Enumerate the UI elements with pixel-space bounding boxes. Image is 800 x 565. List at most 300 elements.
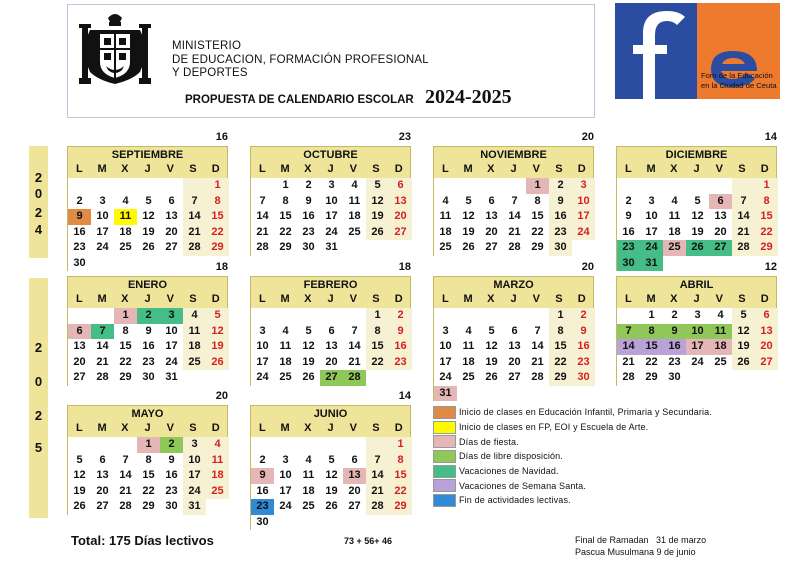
day-cell: 6 (328, 324, 335, 337)
day-cell: 12 (485, 340, 498, 352)
legend-item (433, 493, 763, 508)
day-cell: 13 (343, 468, 366, 484)
month-lective-days: 23 (398, 131, 411, 143)
weekday-label: D (760, 163, 769, 175)
day-cell: 31 (165, 371, 178, 383)
day-cell: 1 (206, 178, 229, 194)
day-cell: 1 (282, 179, 289, 191)
day-cell: 13 (73, 340, 86, 352)
weekday-label: L (258, 422, 266, 434)
empty-day-cell (732, 178, 755, 194)
legend-label: Inicio de clases en FP, EOI y Escuela de Arte. (459, 422, 649, 433)
day-cell: 28 (508, 241, 521, 253)
day-cell: 6 (68, 324, 91, 340)
weekday-header-row (68, 291, 227, 307)
year-digit: 2 (34, 340, 43, 355)
weekday-label: M (463, 293, 473, 305)
day-cell: 14 (531, 340, 544, 352)
day-cell: 26 (732, 355, 755, 371)
day-cell: 7 (366, 453, 389, 469)
day-cell: 9 (145, 324, 152, 337)
month-name: ENERO (127, 279, 168, 291)
day-cell: 10 (183, 453, 206, 469)
day-cell: 21 (96, 355, 109, 368)
weekday-label: V (715, 163, 723, 175)
day-cell: 21 (366, 484, 389, 500)
day-cell: 3 (442, 324, 449, 337)
day-cell: 2 (572, 308, 595, 324)
day-cell: 11 (114, 209, 137, 225)
weekday-label: S (372, 293, 380, 305)
empty-day-cell (480, 178, 503, 194)
day-cell: 21 (256, 225, 269, 238)
day-cell: 3 (572, 178, 595, 194)
day-cell: 6 (168, 194, 175, 207)
day-cell: 22 (389, 484, 412, 500)
day-cell: 7 (183, 194, 206, 210)
day-cell: 5 (328, 453, 335, 466)
weekday-label: V (715, 293, 723, 305)
day-cell: 12 (366, 194, 389, 210)
day-cell: 24 (183, 484, 206, 500)
day-cell: 19 (366, 209, 389, 225)
legend-item (433, 449, 763, 464)
day-cell: 27 (320, 370, 343, 386)
day-cell: 10 (96, 210, 109, 222)
weekday-label: J (327, 163, 334, 175)
month-febrero (250, 261, 411, 386)
weekday-label: X (487, 163, 495, 175)
day-cell: 15 (279, 210, 292, 222)
weekday-label: D (211, 163, 220, 175)
day-cell: 10 (279, 469, 292, 481)
year-sidebar-2025 (29, 278, 48, 518)
day-cell: 1 (389, 437, 412, 453)
day-cell: 13 (96, 469, 109, 481)
day-cell: 17 (645, 225, 658, 238)
day-cell: 24 (325, 225, 338, 238)
day-cell: 1 (137, 437, 160, 453)
day-cell: 21 (508, 225, 521, 238)
day-cell: 13 (165, 210, 178, 222)
day-cell: 9 (663, 324, 686, 340)
weekday-label: L (258, 163, 266, 175)
day-cell: 21 (119, 484, 132, 497)
ramadan-note: Final de Ramadan 31 de marzo (575, 535, 707, 545)
day-cell: 17 (256, 355, 269, 368)
ministry-name (172, 40, 429, 81)
empty-day-cell (343, 308, 366, 324)
empty-day-cell (183, 178, 206, 194)
legend-swatch (433, 406, 456, 419)
day-cell: 2 (137, 308, 160, 324)
day-cell: 28 (119, 500, 132, 512)
day-cell: 10 (645, 210, 658, 222)
weekday-label: S (372, 422, 380, 434)
year-digit: 5 (34, 440, 43, 455)
day-cell: 15 (142, 469, 155, 481)
day-cell: 21 (348, 355, 361, 368)
weekday-label: J (693, 163, 700, 175)
day-cell: 27 (348, 500, 361, 512)
day-cell: 7 (617, 324, 640, 340)
weekday-label: L (75, 163, 83, 175)
day-cell: 29 (645, 371, 658, 383)
empty-day-cell (251, 308, 274, 324)
day-cell: 1 (526, 178, 549, 194)
day-cell: 8 (755, 194, 778, 210)
day-cell: 5 (305, 324, 312, 337)
day-cell: 26 (142, 241, 155, 253)
day-cell: 21 (183, 225, 206, 241)
weekday-label: S (738, 163, 746, 175)
day-cell: 27 (485, 241, 498, 253)
day-cell: 13 (508, 340, 521, 352)
month-lective-days: 18 (215, 261, 228, 273)
day-cell: 24 (279, 500, 292, 512)
day-cell: 15 (549, 339, 572, 355)
day-cell: 19 (206, 339, 229, 355)
year-digit: 0 (34, 186, 43, 201)
day-cell: 17 (279, 484, 292, 497)
empty-day-cell (251, 178, 274, 194)
day-cell: 5 (206, 308, 229, 324)
day-cell: 28 (343, 370, 366, 386)
day-cell: 16 (549, 209, 572, 225)
day-cell: 3 (99, 194, 106, 207)
weekday-label: J (693, 293, 700, 305)
day-cell: 6 (755, 308, 778, 324)
weekday-label: S (738, 293, 746, 305)
day-cell: 22 (206, 225, 229, 241)
empty-day-cell (68, 308, 91, 324)
day-cell: 23 (142, 355, 155, 368)
day-cell: 26 (462, 241, 475, 253)
empty-day-cell (526, 308, 549, 324)
month-diciembre (616, 131, 777, 271)
weekday-label: S (372, 163, 380, 175)
day-cell: 30 (549, 240, 572, 256)
day-cell: 26 (686, 240, 709, 256)
day-cell: 4 (122, 194, 129, 207)
legend-swatch (433, 450, 456, 463)
days-grid (67, 178, 228, 271)
weekday-label: S (555, 163, 563, 175)
day-cell: 18 (348, 210, 361, 222)
day-cell: 3 (648, 194, 655, 207)
weekday-label: J (510, 293, 517, 305)
day-cell: 28 (622, 371, 635, 383)
legend-item (433, 464, 763, 479)
day-cell: 2 (389, 308, 412, 324)
day-cell: 7 (534, 324, 541, 337)
day-cell: 16 (165, 469, 178, 481)
day-cell: 5 (732, 308, 755, 324)
weekday-header-row (251, 420, 410, 436)
weekday-label: X (670, 293, 678, 305)
day-cell: 30 (73, 256, 86, 269)
weekday-label: X (304, 422, 312, 434)
day-cell: 18 (302, 484, 315, 497)
empty-day-cell (686, 178, 709, 194)
day-cell: 18 (668, 225, 681, 238)
empty-day-cell (617, 178, 640, 194)
day-cell: 17 (686, 339, 709, 355)
empty-day-cell (137, 178, 160, 194)
day-cell: 6 (488, 194, 495, 207)
day-cell: 15 (531, 210, 544, 222)
day-cell: 30 (165, 500, 178, 512)
weekday-header-row (68, 420, 227, 436)
empty-day-cell (457, 178, 480, 194)
day-cell: 1 (648, 309, 655, 321)
day-cell: 19 (732, 339, 755, 355)
month-mayo (67, 390, 228, 515)
weekday-header-row (434, 291, 593, 307)
empty-day-cell (434, 178, 457, 194)
day-cell: 16 (256, 484, 269, 497)
day-cell: 25 (279, 371, 292, 383)
day-cell: 16 (663, 339, 686, 355)
legend-item (433, 405, 763, 420)
day-cell: 29 (206, 240, 229, 256)
day-cell: 29 (119, 371, 132, 383)
day-cell: 16 (389, 339, 412, 355)
day-cell: 12 (732, 324, 755, 340)
day-cell: 17 (96, 225, 109, 238)
day-cell: 16 (302, 210, 315, 222)
weekday-label: D (394, 163, 403, 175)
day-cell: 12 (73, 469, 86, 481)
day-cell: 29 (755, 240, 778, 256)
day-cell: 14 (508, 210, 521, 222)
day-cell: 20 (389, 209, 412, 225)
days-grid (433, 178, 594, 256)
legend-item (433, 420, 763, 435)
day-cell: 20 (714, 225, 727, 238)
day-cell: 27 (709, 240, 732, 256)
day-cell: 31 (325, 241, 338, 253)
month-header (67, 405, 228, 437)
day-cell: 1 (549, 308, 572, 324)
day-cell: 6 (99, 453, 106, 466)
weekday-header-row (68, 161, 227, 177)
days-grid (67, 308, 228, 386)
legend (433, 405, 763, 508)
day-cell: 4 (671, 194, 678, 207)
day-cell: 21 (622, 355, 635, 368)
day-cell: 9 (549, 194, 572, 210)
day-cell: 15 (366, 339, 389, 355)
year-digit: 2 (34, 408, 43, 423)
day-cell: 13 (755, 324, 778, 340)
day-cell: 10 (256, 340, 269, 352)
month-lective-days: 20 (215, 390, 228, 402)
day-cell: 3 (694, 309, 701, 321)
day-cell: 11 (206, 453, 229, 469)
legend-item (433, 434, 763, 449)
legend-swatch (433, 421, 456, 434)
month-name: MARZO (493, 279, 534, 291)
weekday-label: J (144, 422, 151, 434)
day-cell: 31 (434, 386, 457, 402)
empty-day-cell (503, 308, 526, 324)
day-cell: 15 (389, 468, 412, 484)
weekday-header-row (617, 161, 776, 177)
day-cell: 18 (119, 225, 132, 238)
weekday-label: X (487, 293, 495, 305)
empty-day-cell (503, 178, 526, 194)
weekday-label: X (670, 163, 678, 175)
month-header (433, 276, 594, 308)
day-cell: 14 (119, 469, 132, 481)
day-cell: 12 (691, 210, 704, 222)
month-name: NOVIEMBRE (480, 149, 547, 161)
day-cell: 8 (206, 194, 229, 210)
day-cell: 13 (389, 194, 412, 210)
day-cell: 8 (534, 194, 541, 207)
day-cell: 10 (165, 324, 178, 337)
day-cell: 24 (96, 241, 109, 253)
legend-label: Días de libre disposición. (459, 451, 563, 462)
day-cell: 3 (160, 308, 183, 324)
day-cell: 19 (73, 484, 86, 497)
day-cell: 16 (572, 339, 595, 355)
day-cell: 20 (73, 355, 86, 368)
day-cell: 28 (732, 240, 755, 256)
day-cell: 14 (183, 209, 206, 225)
school-year: 2024-2025 (425, 86, 512, 108)
day-cell: 8 (122, 324, 129, 337)
proposal-title: PROPUESTA DE CALENDARIO ESCOLAR (185, 94, 414, 106)
year-digit: 4 (34, 222, 43, 237)
day-cell: 29 (549, 370, 572, 386)
weekday-label: L (75, 293, 83, 305)
day-cell: 7 (351, 324, 358, 337)
day-cell: 18 (279, 355, 292, 368)
day-cell: 6 (351, 453, 358, 466)
weekday-label: V (349, 422, 357, 434)
day-cell: 15 (640, 339, 663, 355)
legend-swatch (433, 479, 456, 492)
day-cell: 23 (165, 484, 178, 497)
day-cell: 2 (305, 179, 312, 191)
empty-day-cell (114, 437, 137, 453)
empty-day-cell (68, 437, 91, 453)
day-cell: 20 (165, 225, 178, 238)
ministry-line-2: DE EDUCACION, FORMACIÓN PROFESIONAL (172, 53, 429, 66)
logo-caption-line-1: Foro de la Educación (701, 71, 773, 80)
day-cell: 9 (251, 468, 274, 484)
days-grid (250, 178, 411, 256)
weekday-label: M (463, 163, 473, 175)
month-lective-days: 14 (764, 131, 777, 143)
day-cell: 17 (165, 340, 178, 352)
day-cell: 22 (279, 225, 292, 238)
day-cell: 17 (572, 209, 595, 225)
day-cell: 27 (508, 371, 521, 383)
day-cell: 22 (645, 355, 658, 368)
day-cell: 13 (714, 210, 727, 222)
month-header (250, 405, 411, 437)
logo-caption-line-2: en la Ciudad de Ceuta (701, 81, 777, 90)
coat-of-arms-icon (76, 10, 154, 92)
day-cell: 19 (142, 225, 155, 238)
day-cell: 30 (572, 370, 595, 386)
day-cell: 23 (73, 241, 86, 253)
day-cell: 27 (755, 355, 778, 371)
pascua-note: Pascua Musulmana 9 de junio (575, 547, 696, 557)
day-cell: 19 (485, 355, 498, 368)
day-cell: 21 (531, 355, 544, 368)
month-lective-days: 20 (581, 131, 594, 143)
month-marzo (433, 261, 594, 401)
weekday-label: X (121, 163, 129, 175)
day-cell: 24 (572, 225, 595, 241)
empty-day-cell (297, 437, 320, 453)
day-cell: 14 (96, 340, 109, 352)
month-header (433, 146, 594, 178)
weekday-label: S (189, 293, 197, 305)
weekday-label: M (97, 293, 107, 305)
day-cell: 30 (668, 371, 681, 383)
weekday-label: X (121, 293, 129, 305)
days-grid (616, 308, 777, 386)
day-cell: 18 (439, 225, 452, 238)
day-cell: 11 (439, 210, 452, 222)
weekday-label: M (646, 163, 656, 175)
day-cell: 8 (282, 194, 289, 207)
day-cell: 2 (671, 309, 678, 321)
empty-day-cell (663, 178, 686, 194)
day-cell: 20 (348, 484, 361, 497)
day-cell: 24 (640, 240, 663, 256)
weekday-label: V (349, 293, 357, 305)
day-cell: 4 (183, 308, 206, 324)
day-cell: 26 (302, 371, 315, 383)
weekday-label: D (577, 163, 586, 175)
day-cell: 23 (389, 355, 412, 371)
empty-day-cell (91, 308, 114, 324)
day-cell: 6 (511, 324, 518, 337)
day-cell: 12 (302, 340, 315, 352)
day-cell: 12 (142, 210, 155, 222)
month-enero (67, 261, 228, 386)
weekday-label: M (280, 163, 290, 175)
day-cell: 15 (755, 209, 778, 225)
day-cell: 8 (145, 453, 152, 466)
weekday-label: X (304, 163, 312, 175)
day-cell: 17 (325, 210, 338, 222)
legend-swatch (433, 494, 456, 507)
day-cell: 21 (732, 225, 755, 241)
day-cell: 23 (549, 225, 572, 241)
day-cell: 28 (183, 240, 206, 256)
day-cell: 9 (572, 324, 595, 340)
footer-notes (575, 534, 706, 558)
day-cell: 25 (206, 484, 229, 500)
year-digit: 2 (34, 170, 43, 185)
day-cell: 24 (256, 371, 269, 383)
day-cell: 4 (305, 453, 312, 466)
empty-day-cell (320, 437, 343, 453)
day-cell: 5 (366, 178, 389, 194)
month-name: FEBRERO (303, 279, 358, 291)
weekday-label: J (144, 163, 151, 175)
day-cell: 11 (709, 324, 732, 340)
day-cell: 7 (259, 194, 266, 207)
day-cell: 2 (259, 453, 266, 466)
